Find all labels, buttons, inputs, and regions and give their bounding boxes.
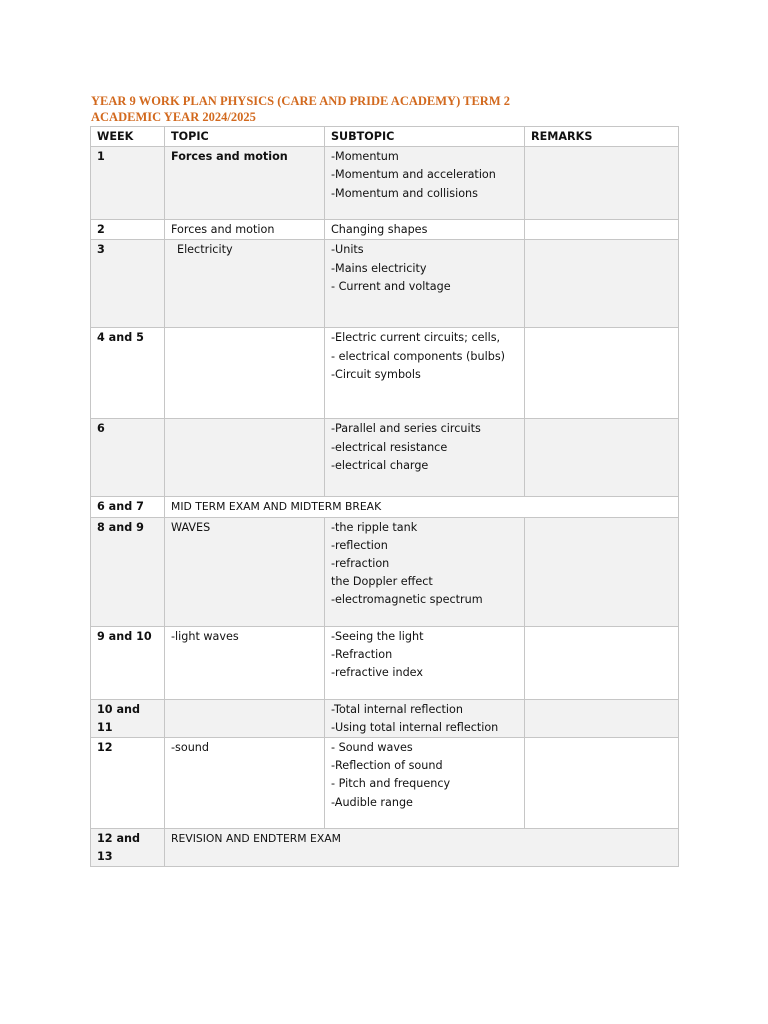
subtopic-item: - Current and voltage: [331, 279, 451, 293]
subtopic-cell: [325, 220, 525, 240]
week-cell: 10 and 11: [91, 699, 165, 737]
table-row: [91, 240, 679, 328]
subtopic-item: -electrical charge: [331, 458, 429, 472]
subtopic-item: -Mains electricity: [331, 261, 427, 275]
note-cell: MID TERM EXAM AND MIDTERM BREAK: [165, 497, 679, 517]
document-title: [91, 93, 691, 125]
table-row: [91, 419, 679, 497]
subtopic-item: Changing shapes: [331, 223, 428, 237]
title-line-1: YEAR 9 WORK PLAN PHYSICS (CARE AND PRIDE ACADEMY) TERM 2: [91, 94, 511, 108]
subtopic-cell: [325, 738, 525, 829]
subtopic-item: -electrical resistance: [331, 440, 448, 454]
subtopic-cell: [325, 328, 525, 419]
subtopic-item: -Momentum: [331, 150, 399, 164]
subtopic-item: -Momentum and acceleration: [331, 168, 496, 182]
week-cell: 12: [91, 738, 165, 829]
topic-cell: [165, 699, 325, 737]
table-header-row: [91, 127, 679, 147]
week-cell: 3: [91, 240, 165, 328]
header-subtopic: SUBTOPIC: [325, 127, 525, 147]
table-row: [91, 497, 679, 517]
header-remarks: REMARKS: [525, 127, 679, 147]
subtopic-cell: [325, 517, 525, 626]
week-cell: 8 and 9: [91, 517, 165, 626]
subtopic-cell: [325, 626, 525, 699]
table-row: [91, 517, 679, 626]
week-cell: 9 and 10: [91, 626, 165, 699]
week-cell: 2: [91, 220, 165, 240]
note-cell: REVISION AND ENDTERM EXAM: [165, 829, 679, 867]
work-plan-table: [90, 126, 679, 867]
remarks-cell: [525, 220, 679, 240]
header-topic: TOPIC: [165, 127, 325, 147]
subtopic-item: -Circuit symbols: [331, 367, 421, 381]
subtopic-cell: [325, 419, 525, 497]
table-row: [91, 738, 679, 829]
subtopic-item: -reflection: [331, 538, 388, 552]
week-cell: 1: [91, 147, 165, 220]
topic-cell: [165, 419, 325, 497]
week-cell: 12 and 13: [91, 829, 165, 867]
subtopic-item: -Using total internal reflection: [331, 720, 499, 734]
topic-cell: Electricity: [165, 240, 325, 328]
remarks-cell: [525, 738, 679, 829]
subtopic-item: -electromagnetic spectrum: [331, 593, 483, 607]
remarks-cell: [525, 147, 679, 220]
table-row: [91, 147, 679, 220]
subtopic-item: -Audible range: [331, 795, 413, 809]
subtopic-item: -Electric current circuits; cells,: [331, 331, 501, 345]
remarks-cell: [525, 517, 679, 626]
table-row: [91, 328, 679, 419]
subtopic-item: -Total internal reflection: [331, 702, 463, 716]
subtopic-item: -Seeing the light: [331, 629, 424, 643]
remarks-cell: [525, 626, 679, 699]
subtopic-item: -Momentum and collisions: [331, 186, 478, 200]
subtopic-item: - electrical components (bulbs): [331, 349, 506, 363]
subtopic-item: - Sound waves: [331, 741, 413, 755]
subtopic-item: -Reflection of sound: [331, 759, 443, 773]
table-row: [91, 829, 679, 867]
subtopic-item: -the ripple tank: [331, 520, 418, 534]
subtopic-item: -Refraction: [331, 647, 393, 661]
week-cell: 6 and 7: [91, 497, 165, 517]
subtopic-item: -Units: [331, 243, 364, 257]
week-cell: 6: [91, 419, 165, 497]
week-cell: 4 and 5: [91, 328, 165, 419]
title-line-2: ACADEMIC YEAR 2024/2025: [91, 110, 256, 124]
topic-cell: -sound: [165, 738, 325, 829]
topic-cell: -light waves: [165, 626, 325, 699]
subtopic-cell: [325, 240, 525, 328]
remarks-cell: [525, 419, 679, 497]
remarks-cell: [525, 240, 679, 328]
subtopic-item: -Parallel and series circuits: [331, 422, 481, 436]
header-week: WEEK: [91, 127, 165, 147]
topic-cell: WAVES: [165, 517, 325, 626]
topic-cell: Forces and motion: [165, 220, 325, 240]
remarks-cell: [525, 699, 679, 737]
subtopic-item: the Doppler effect: [331, 575, 433, 589]
table-row: [91, 220, 679, 240]
topic-cell: Forces and motion: [165, 147, 325, 220]
subtopic-item: -refraction: [331, 557, 390, 571]
table-row: [91, 699, 679, 737]
topic-cell: [165, 328, 325, 419]
subtopic-item: - Pitch and frequency: [331, 777, 451, 791]
remarks-cell: [525, 328, 679, 419]
subtopic-cell: [325, 699, 525, 737]
subtopic-item: -refractive index: [331, 666, 423, 680]
subtopic-cell: [325, 147, 525, 220]
table-row: [91, 626, 679, 699]
